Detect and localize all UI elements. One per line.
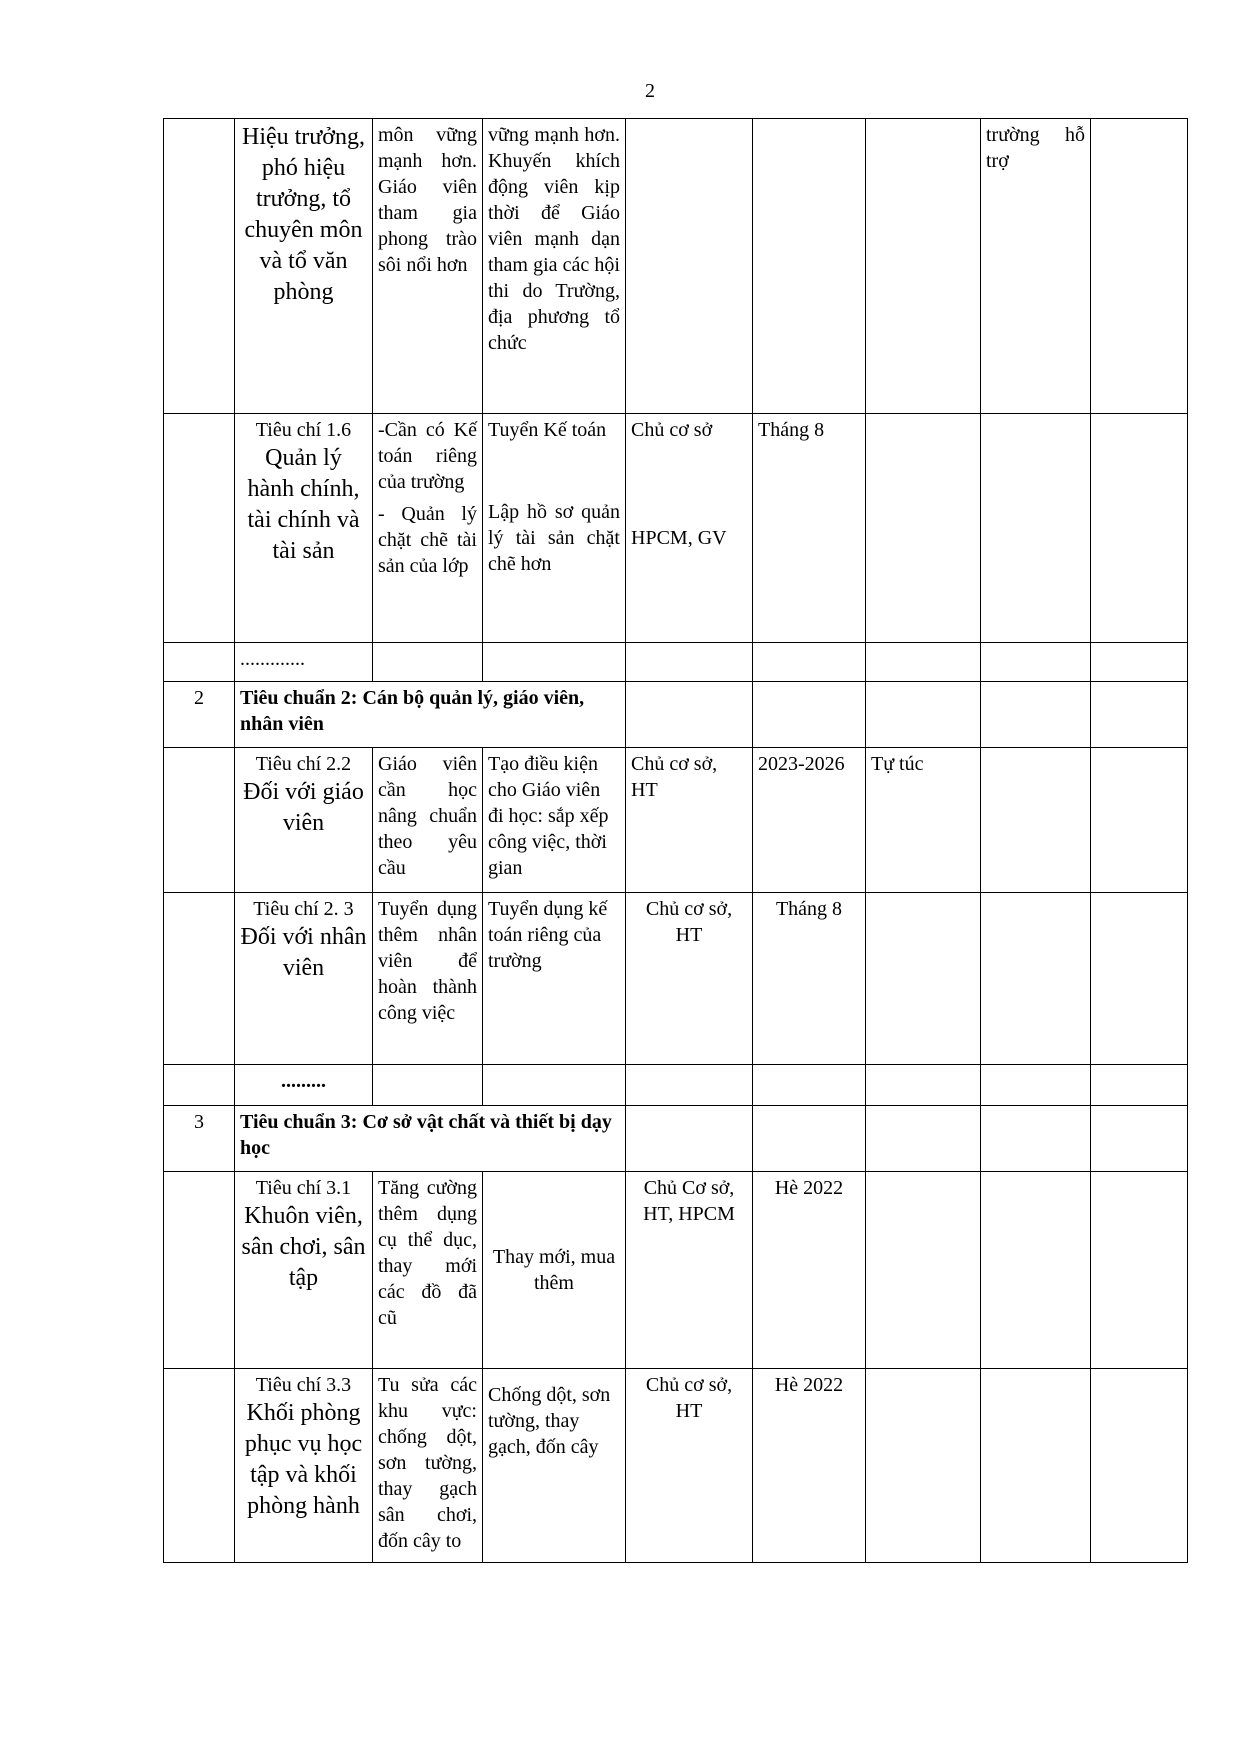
table-row <box>164 1369 1188 1563</box>
cell-extra <box>1091 1369 1188 1563</box>
cell-stt <box>164 1369 235 1563</box>
cell-empty <box>981 682 1091 748</box>
cell-empty <box>373 1065 483 1106</box>
cell-time: Hè 2022 <box>753 1172 866 1369</box>
standard-row <box>164 1106 1188 1172</box>
cell-content: vững mạnh hơn. Khuyến khích động viên kịp thời để Giáo viên mạnh dạn tham gia các hội thi do Trường, địa phương tổ chức <box>483 119 626 414</box>
cell-criterion <box>235 119 373 414</box>
criterion-code: Tiêu chí 3.3 <box>255 1374 352 1396</box>
criterion-code: Tiêu chí 2. 3 <box>253 898 354 920</box>
table-row <box>164 119 1188 414</box>
cell-stt <box>164 1172 235 1369</box>
ellipsis-cell: ............. <box>235 643 373 682</box>
cell-stt <box>164 643 235 682</box>
cell-stt <box>164 119 235 414</box>
cell-empty <box>753 682 866 748</box>
cell-empty <box>753 643 866 682</box>
cell-responsible: Chủ cơ sở, HT <box>626 1369 753 1563</box>
cell-funding <box>866 1369 981 1563</box>
cell-empty <box>981 1065 1091 1106</box>
cell-content <box>483 1369 626 1563</box>
cell-empty <box>626 682 753 748</box>
cell-time: Tháng 8 <box>753 893 866 1065</box>
cell-time: Hè 2022 <box>753 1369 866 1563</box>
table-row <box>164 1065 1188 1106</box>
measure-b: - Quản lý chặt chẽ tài sản của lớp <box>378 503 477 577</box>
content-b: Lập hồ sơ quản lý tài sản chặt chẽ hơn <box>488 501 620 575</box>
cell-empty <box>866 1065 981 1106</box>
cell-criterion <box>235 748 373 893</box>
cell-empty <box>1091 1065 1188 1106</box>
cell-content <box>483 414 626 643</box>
table-row <box>164 643 1188 682</box>
content-a: Tuyển Kế toán <box>488 419 607 441</box>
cell-note <box>981 1369 1091 1563</box>
cell-measure: Tu sửa các khu vực: chống dột, sơn tường, thay gạch sân chơi, đốn cây to <box>373 1369 483 1563</box>
cell-stt <box>164 748 235 893</box>
criterion-name: Hiệu trưởng, phó hiệu trưởng, tổ chuyên môn và tổ văn phòng <box>241 124 365 305</box>
cell-empty <box>753 1106 866 1172</box>
cell-empty <box>626 1106 753 1172</box>
criterion-name: Đối với giáo viên <box>243 779 364 836</box>
cell-empty <box>626 643 753 682</box>
criterion-name: Quản lý hành chính, tài chính và tài sản <box>247 445 360 564</box>
cell-extra <box>1091 893 1188 1065</box>
cell-empty <box>1091 643 1188 682</box>
criterion-code: Tiêu chí 2.2 <box>255 753 352 775</box>
cell-responsible: Chủ cơ sở, HT <box>626 893 753 1065</box>
cell-funding <box>866 1172 981 1369</box>
cell-extra <box>1091 748 1188 893</box>
table-row <box>164 414 1188 643</box>
cell-stt <box>164 1065 235 1106</box>
cell-funding: Tự túc <box>866 748 981 893</box>
cell-funding <box>866 414 981 643</box>
standard-number: 2 <box>164 682 235 748</box>
table-row <box>164 748 1188 893</box>
cell-note <box>981 893 1091 1065</box>
cell-criterion <box>235 893 373 1065</box>
criterion-name: Khối phòng phục vụ học tập và khối phòng hành <box>244 1400 363 1519</box>
cell-responsible: Chủ Cơ sở, HT, HPCM <box>626 1172 753 1369</box>
cell-empty <box>866 682 981 748</box>
measure-a: -Cần có Kế toán riêng của trường <box>378 419 477 493</box>
cell-content: Tạo điều kiện cho Giáo viên đi học: sắp xếp công việc, thời gian <box>483 748 626 893</box>
cell-empty <box>483 643 626 682</box>
cell-empty <box>981 1106 1091 1172</box>
cell-measure: Tăng cường thêm dụng cụ thể dục, thay mới các đồ đã cũ <box>373 1172 483 1369</box>
cell-empty <box>483 1065 626 1106</box>
standard-title: Tiêu chuẩn 3: Cơ sở vật chất và thiết bị dạy học <box>235 1106 626 1172</box>
criterion-code: Tiêu chí 1.6 <box>255 419 352 441</box>
cell-time: Tháng 8 <box>753 414 866 643</box>
table-row <box>164 893 1188 1065</box>
cell-time <box>753 119 866 414</box>
cell-empty <box>1091 1106 1188 1172</box>
criterion-name: Đối với nhân viên <box>240 924 367 981</box>
ellipsis-cell: ......... <box>235 1065 373 1106</box>
cell-criterion <box>235 1172 373 1369</box>
resp-a: Chủ cơ sở <box>631 419 713 441</box>
cell-responsible <box>626 414 753 643</box>
page-number: 2 <box>645 80 655 102</box>
standard-row <box>164 682 1188 748</box>
cell-stt <box>164 414 235 643</box>
standard-number: 3 <box>164 1106 235 1172</box>
plan-table <box>163 118 1188 1563</box>
cell-time: 2023-2026 <box>753 748 866 893</box>
cell-content: Tuyển dụng kế toán riêng của trường <box>483 893 626 1065</box>
criterion-name: Khuôn viên, sân chơi, sân tập <box>241 1203 366 1291</box>
standard-title: Tiêu chuẩn 2: Cán bộ quản lý, giáo viên, nhân viên <box>235 682 626 748</box>
cell-empty <box>626 1065 753 1106</box>
cell-extra <box>1091 119 1188 414</box>
cell-responsible: Chủ cơ sở, HT <box>626 748 753 893</box>
cell-note <box>981 1172 1091 1369</box>
cell-measure <box>373 414 483 643</box>
cell-extra <box>1091 414 1188 643</box>
resp-b: HPCM, GV <box>631 527 727 549</box>
cell-empty <box>866 643 981 682</box>
cell-note: trường hỗ trợ <box>981 119 1091 414</box>
cell-empty <box>753 1065 866 1106</box>
table-row <box>164 1172 1188 1369</box>
cell-empty <box>981 643 1091 682</box>
cell-empty <box>373 643 483 682</box>
cell-measure: môn vững mạnh hơn. Giáo viên tham gia phong trào sôi nổi hơn <box>373 119 483 414</box>
cell-note <box>981 414 1091 643</box>
cell-content: Thay mới, mua thêm <box>483 1172 626 1369</box>
cell-criterion <box>235 1369 373 1563</box>
cell-funding <box>866 893 981 1065</box>
cell-empty <box>1091 682 1188 748</box>
cell-empty <box>866 1106 981 1172</box>
criterion-code: Tiêu chí 3.1 <box>255 1177 352 1199</box>
cell-measure: Tuyển dụng thêm nhân viên để hoàn thành công việc <box>373 893 483 1065</box>
cell-criterion <box>235 414 373 643</box>
cell-note <box>981 748 1091 893</box>
cell-funding <box>866 119 981 414</box>
cell-responsible <box>626 119 753 414</box>
content-text: Chống dột, sơn tường, thay gạch, đốn cây <box>488 1384 611 1458</box>
cell-measure: Giáo viên cần học nâng chuẩn theo yêu cầu <box>373 748 483 893</box>
cell-stt <box>164 893 235 1065</box>
cell-extra <box>1091 1172 1188 1369</box>
